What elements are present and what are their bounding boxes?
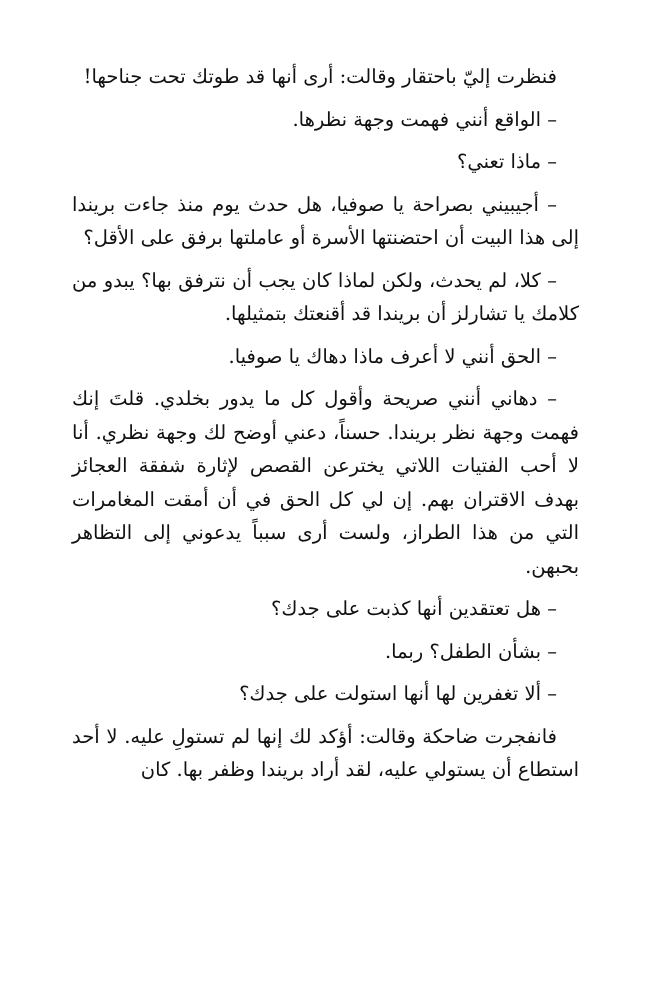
paragraph-1: فنظرت إليّ باحتقار وقالت: أرى أنها قد طوتك تحت جناحها! xyxy=(83,65,557,88)
paragraph-4: – أجيبيني بصراحة يا صوفيا، هل حدث يوم منذ جاءت بريندا إلى هذا البيت أن احتضنتها الأسرة أو عاملتها برفق على الأقل؟ xyxy=(72,192,579,249)
paragraph-11: فانفجرت ضاحكة وقالت: أؤكد لك إنها لم تستولِ عليه. لا أحد استطاع أن يستولي عليه، لقد أراد بريندا وظفر بها. كان xyxy=(72,724,579,781)
paragraph-3: – ماذا تعني؟ xyxy=(457,150,557,173)
paragraph-5: – كلا، لم يحدث، ولكن لماذا كان يجب أن نترفق بها؟ يبدو من كلامك يا تشارلز أن بريندا قد أقنعتك بتمثيلها. xyxy=(72,268,579,325)
paragraph-8: – هل تعتقدين أنها كذبت على جدك؟ xyxy=(270,597,557,620)
paragraph-6: – الحق أنني لا أعرف ماذا دهاك يا صوفيا. xyxy=(228,344,557,368)
page-text xyxy=(72,60,579,796)
paragraph-9: – بشأن الطفل؟ ربما. xyxy=(384,639,557,663)
paragraph-10: – ألا تغفرين لها أنها استولت على جدك؟ xyxy=(239,682,557,705)
paragraph-2: – الواقع أنني فهمت وجهة نظرها. xyxy=(292,107,557,131)
paragraph-7: – دهاني أنني صريحة وأقول كل ما يدور بخلدي. قلتَ إنك فهمت وجهة نظر بريندا. حسناً، دعني أوضح لك وجهة نظري. أنا لا أحب الفتيات اللاتي يخترعن القصص لإثارة شفقة العجائز بهدف الاقتران بهم. إن لي كل الحق في أن أمقت المغامرات التي من هذا الطراز، ولست أرى سبباً يدعوني إلى التظاهر بحبهن. xyxy=(72,387,579,578)
